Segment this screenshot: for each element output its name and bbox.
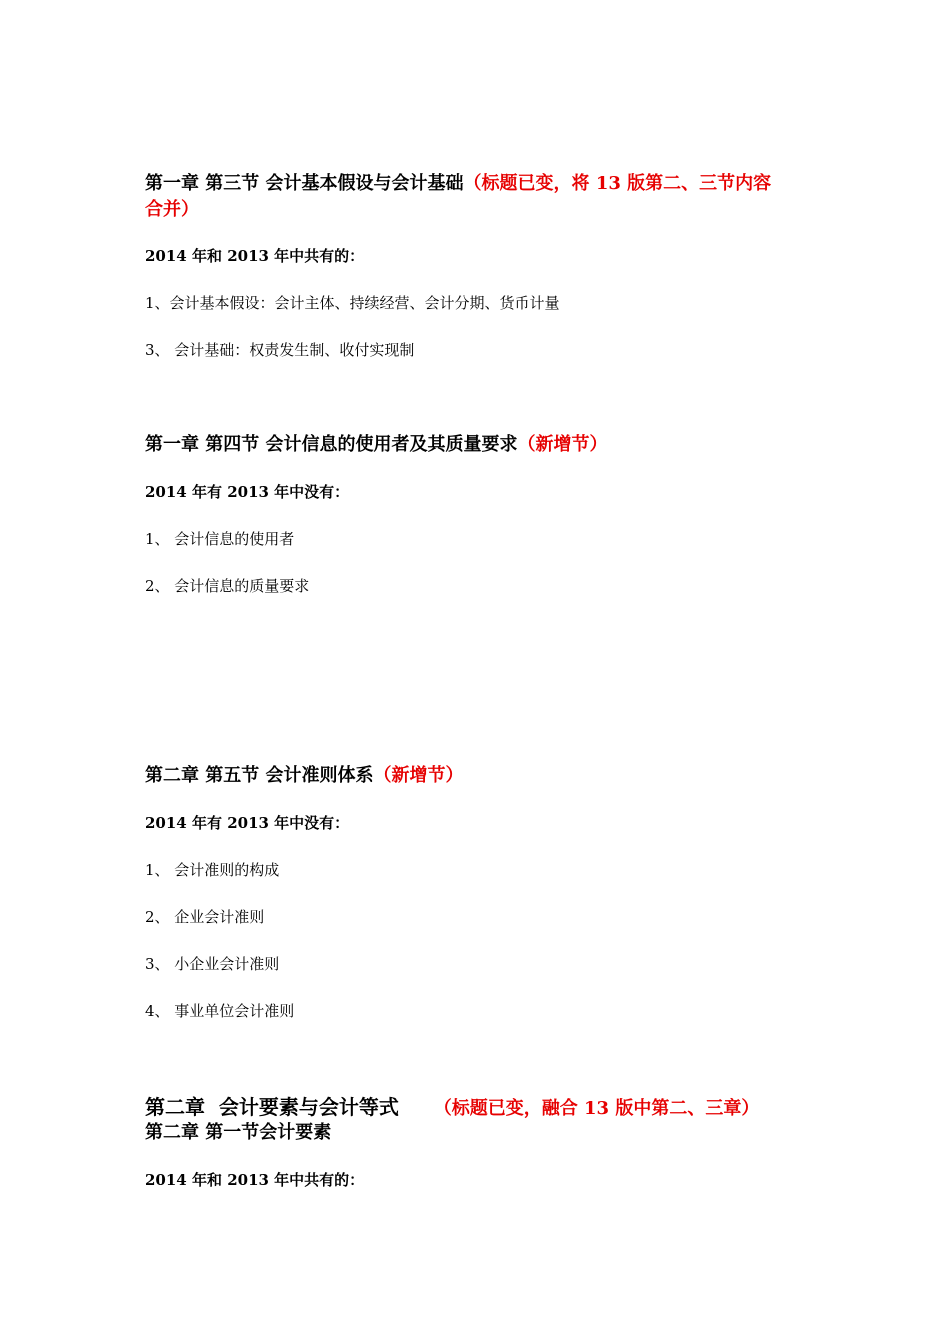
section-subtitle: 2014 年和 2013 年中共有的：	[145, 247, 365, 265]
list-item: 3、 会计基础：权责发生制、收付实现制	[145, 341, 415, 359]
list-item: 1、 会计准则的构成	[145, 861, 280, 879]
list-item: 2、 会计信息的质量要求	[145, 577, 310, 595]
section-heading-ch2-s5	[145, 764, 464, 788]
chapter-heading-ch2	[145, 1094, 759, 1121]
heading-note: （标题已变，融合 13 版中第二、三章）	[433, 1098, 760, 1119]
section-subtitle: 2014 年有 2013 年中没有：	[145, 483, 350, 501]
section-subtitle: 2014 年有 2013 年中没有：	[145, 814, 350, 832]
heading-note: （新增节）	[517, 434, 608, 455]
list-item: 4、 事业单位会计准则	[145, 1002, 295, 1020]
heading-text: 第二章 第五节 会计准则体系	[145, 765, 374, 786]
list-item: 1、 会计信息的使用者	[145, 530, 295, 548]
heading-text: 第一章 第四节 会计信息的使用者及其质量要求	[145, 434, 518, 455]
section-subtitle: 2014 年和 2013 年中共有的：	[145, 1171, 365, 1189]
heading-note: （标题已变，将 13 版第二、三节内容	[463, 173, 772, 194]
list-item: 3、 小企业会计准则	[145, 955, 280, 973]
section-heading-ch1-s3	[145, 172, 771, 196]
heading-note-continued: 合并）	[145, 199, 199, 220]
list-item: 1、会计基本假设：会计主体、持续经营、会计分期、货币计量	[145, 294, 560, 312]
section-heading-ch2-s1: 第二章 第一节会计要素	[145, 1122, 332, 1143]
heading-text: 第二章 会计要素与会计等式	[145, 1095, 434, 1119]
heading-text: 第一章 第三节 会计基本假设与会计基础	[145, 173, 464, 194]
heading-note: （新增节）	[373, 765, 464, 786]
list-item: 2、 企业会计准则	[145, 908, 265, 926]
section-heading-ch1-s4	[145, 433, 608, 457]
